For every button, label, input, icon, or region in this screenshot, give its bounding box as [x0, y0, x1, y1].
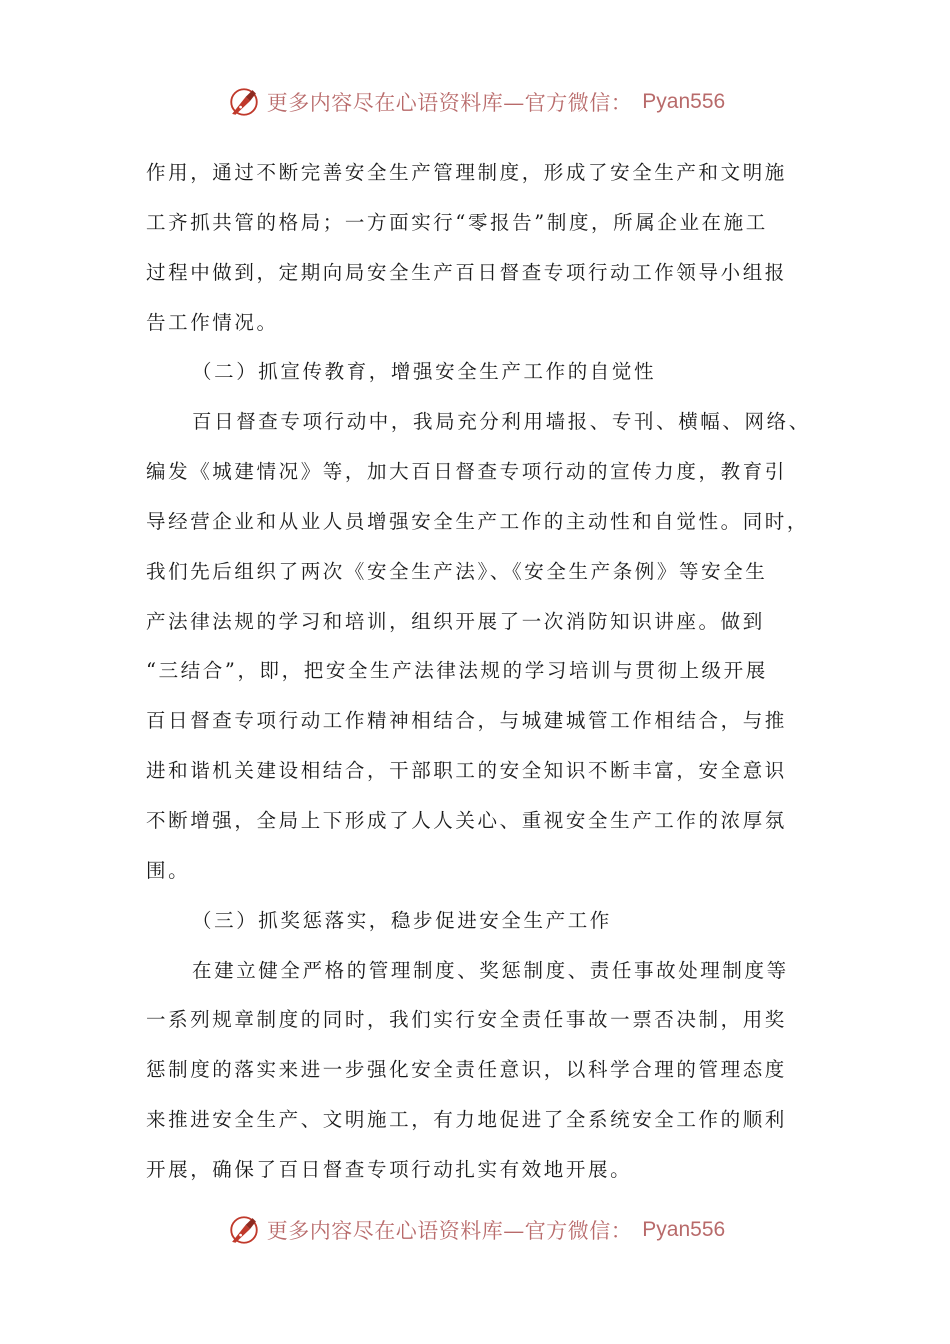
pen-nib-logo-icon	[227, 1213, 261, 1247]
text-line: 作用，通过不断完善安全生产管理制度，形成了安全生产和文明施	[146, 161, 787, 184]
watermark-text: 更多内容尽在心语资料库—官方微信：	[266, 91, 633, 115]
text-line: 百日督查专项行动中，我局充分利用墙报、专刊、横幅、网络、	[192, 410, 811, 434]
text-line: 惩制度的落实来进一步强化安全责任意识，以科学合理的管理态度	[146, 1058, 787, 1082]
text-line: 来推进安全生产、文明施工，有力地促进了全系统安全工作的顺利	[146, 1108, 787, 1132]
text-line: 过程中做到，定期向局安全生产百日督查专项行动工作领导小组报	[146, 260, 787, 284]
text-line: 产法律法规的学习和培训，组织开展了一次消防知识讲座。做到	[146, 609, 765, 633]
text-line: 我们先后组织了两次《安全生产法》、《安全生产条例》等安全生	[146, 559, 768, 583]
text-line: 进和谐机关建设相结合，干部职工的安全知识不断丰富，安全意识	[146, 759, 787, 783]
text-line: 围。	[146, 858, 191, 882]
watermark-text: 更多内容尽在心语资料库—官方微信：	[266, 1219, 633, 1243]
text-line: “三结合”，即，把安全生产法律法规的学习培训与贯彻上级开展	[146, 659, 768, 683]
text-line: 工齐抓共管的格局；一方面实行“零报告”制度，所属企业在施工	[146, 210, 768, 234]
text-line: 在建立健全严格的管理制度、奖惩制度、责任事故处理制度等	[192, 958, 789, 982]
text-line: 导经营企业和从业人员增强安全生产工作的主动性和自觉性。同时，	[146, 509, 810, 533]
pen-nib-logo-icon	[227, 85, 261, 119]
text-line: 编发《城建情况》等，加大百日督查专项行动的宣传力度，教育引	[146, 460, 787, 484]
text-line: 一系列规章制度的同时，我们实行安全责任事故一票否决制，用奖	[146, 1008, 787, 1032]
text-line: 不断增强，全局上下形成了人人关心、重视安全生产工作的浓厚氛	[146, 808, 787, 832]
header-watermark	[0, 82, 950, 122]
section-heading: （三）抓奖惩落实，稳步促进安全生产工作	[192, 908, 612, 932]
text-line: 告工作情况。	[146, 310, 279, 334]
watermark-wechat-id: Pyan556	[642, 90, 726, 113]
text-line: 百日督查专项行动工作精神相结合，与城建城管工作相结合，与推	[146, 709, 787, 733]
text-line: 开展，确保了百日督查专项行动扎实有效地开展。	[146, 1157, 633, 1181]
section-heading: （二）抓宣传教育，增强安全生产工作的自觉性	[192, 360, 657, 384]
document-body	[146, 148, 818, 1195]
watermark-wechat-id: Pyan556	[642, 1218, 726, 1241]
footer-watermark	[0, 1210, 950, 1250]
